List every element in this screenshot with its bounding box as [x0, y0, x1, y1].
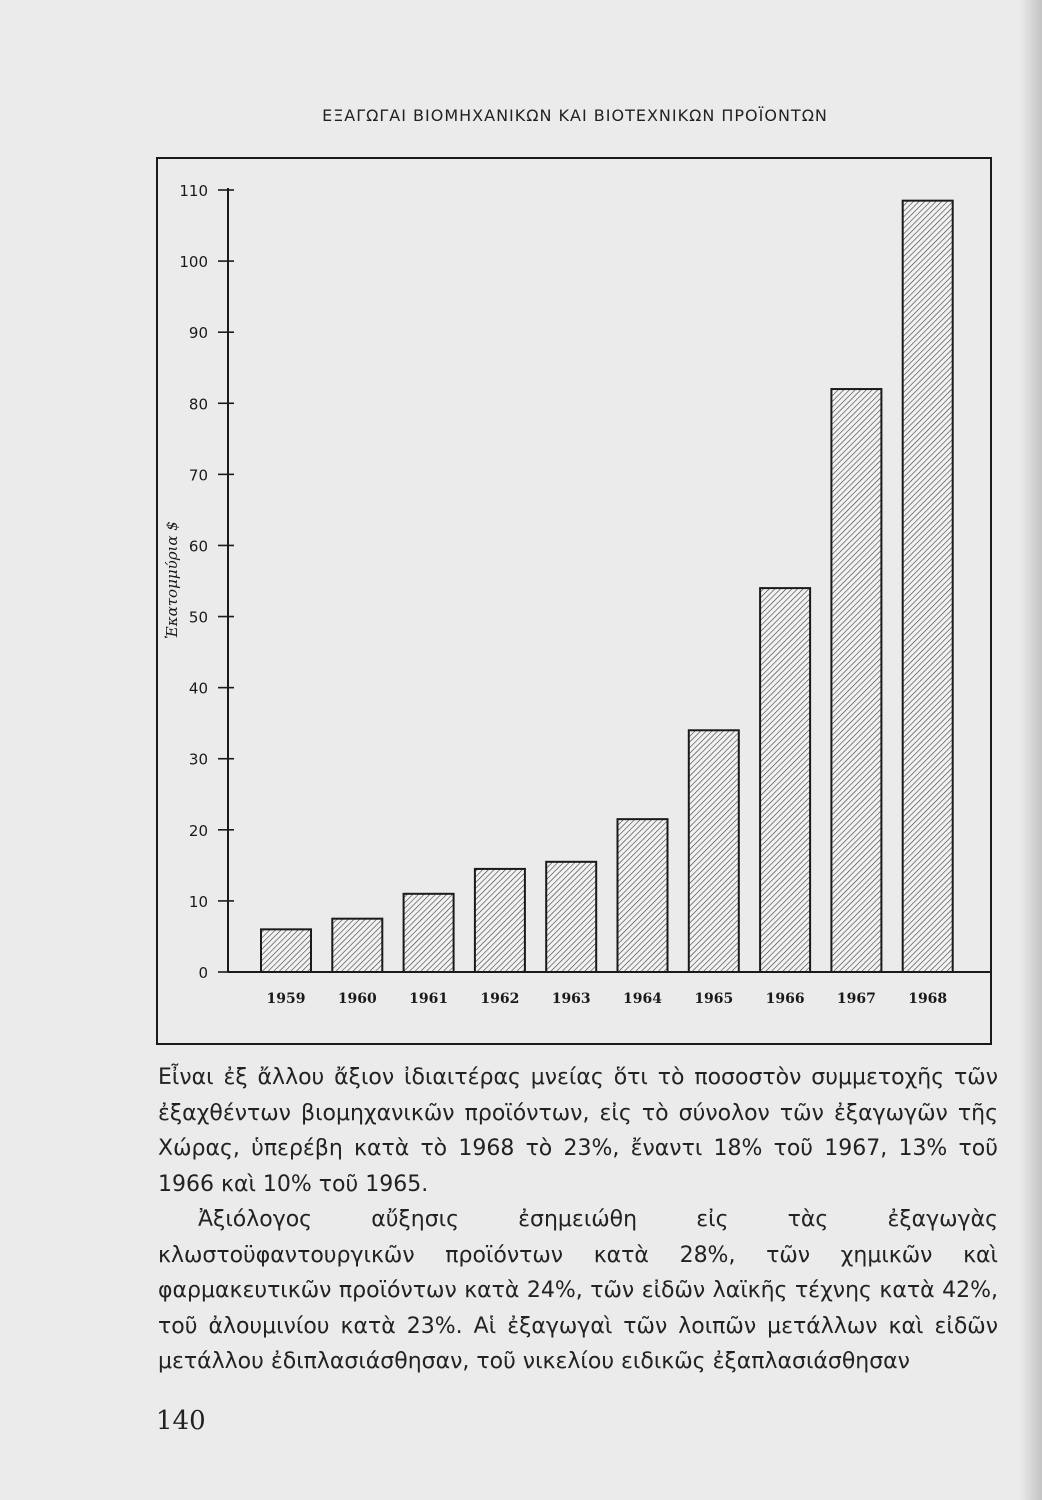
y-tick-label: 40	[188, 679, 208, 698]
bar-1967	[831, 389, 881, 972]
y-tick-label: 20	[188, 821, 208, 840]
x-tick-label: 1967	[836, 991, 876, 1007]
body-text	[158, 1060, 998, 1380]
bar-1961	[404, 894, 454, 972]
x-tick-label: 1959	[266, 991, 306, 1007]
x-tick-label: 1960	[337, 991, 377, 1007]
x-tick-label: 1964	[623, 991, 662, 1007]
bar-1962	[475, 869, 525, 972]
x-tick-label: 1962	[480, 991, 520, 1007]
bars-group	[261, 201, 953, 972]
x-tick-label: 1965	[694, 991, 734, 1007]
bar-1965	[689, 730, 739, 972]
page-number: 140	[156, 1406, 206, 1436]
bar-1960	[332, 919, 382, 972]
bar-1966	[760, 588, 810, 972]
x-axis-labels	[267, 991, 948, 1007]
y-tick-label: 10	[188, 892, 208, 911]
y-tick-label: 0	[198, 964, 208, 982]
y-tick-label: 70	[188, 466, 208, 485]
y-tick-label: 50	[188, 608, 208, 627]
chart-title: ΕΞΑΓΩΓΑΙ ΒΙΟΜΗΧΑΝΙΚΩΝ ΚΑΙ ΒΙΟΤΕΧΝΙΚΩΝ ΠΡΟΪΟΝΤΩΝ	[322, 106, 828, 125]
y-tick-label: 80	[188, 395, 208, 414]
bar-1964	[618, 819, 668, 972]
y-tick-label: 110	[179, 182, 208, 200]
paragraph-1: Εἶναι ἐξ ἄλλου ἄξιον ἰδιαιτέρας μνείας ὅτι τὸ ποσοστὸν συμμετοχῆς τῶν ἐξαχθέντων βιομηχανικῶν προϊόντων, εἰς τὸ σύνολον τῶν ἐξαγωγῶν τῆς Χώρας, ὑπερέβη κατὰ τὸ 1968 τὸ 23%, ἔναντι 18% τοῦ 1967, 13% τοῦ 1966 καὶ 10% τοῦ 1965.	[158, 1065, 998, 1197]
bar-1968	[903, 201, 953, 972]
x-tick-label: 1961	[409, 991, 449, 1007]
y-tick-label: 60	[188, 537, 208, 556]
paragraph-2: Ἀξιόλογος αὔξησις ἐσημειώθη εἰς τὰς ἐξαγωγὰς κλωστοϋφαντουργικῶν προϊόντων κατὰ 28%, τῶν χημικῶν καὶ φαρμακευτικῶν προϊόντων κατὰ 24%, τῶν εἰδῶν λαϊκῆς τέχνης κατὰ 42%, τοῦ ἀλουμινίου κατὰ 23%. Αἱ ἐξαγωγαὶ τῶν λοιπῶν μετάλλων καὶ εἰδῶν μετάλλου ἐδιπλασιάσθησαν, τοῦ νικελίου ειδικῶς ἐξαπλασιάσθησαν	[158, 1207, 998, 1374]
y-tick-label: 30	[188, 750, 208, 769]
bar-1959	[261, 929, 311, 972]
x-tick-label: 1963	[551, 991, 591, 1007]
y-axis-ticks	[179, 182, 234, 982]
x-tick-label: 1966	[765, 991, 805, 1007]
y-axis-label: Ἑκατομμύρια $	[163, 521, 181, 639]
bar-1963	[546, 862, 596, 972]
y-tick-label: 90	[188, 324, 208, 343]
y-tick-label: 100	[179, 253, 208, 272]
x-tick-label: 1968	[908, 991, 948, 1007]
